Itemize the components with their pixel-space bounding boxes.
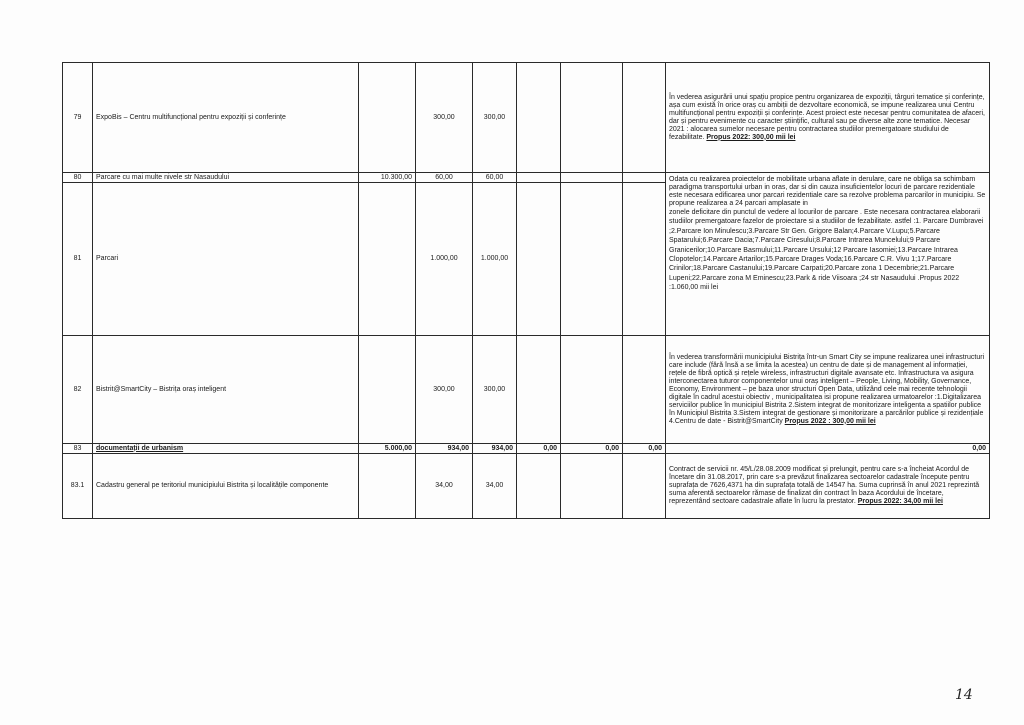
description-value: 0,00 (666, 444, 990, 454)
value-cell: 0,00 (623, 444, 666, 454)
value-cell (623, 183, 666, 336)
project-name: ExpoBis – Centru multifuncțional pentru expoziții și conferințe (93, 63, 359, 173)
value-cell (561, 183, 623, 336)
value-cell (517, 454, 561, 519)
description-text: Odata cu realizarea proiectelor de mobilitate urbana aflate in derulare, care ne obliga sa schimbam paradigma transportului urban in oras, dar si din cauza insuficientelor locuri de parcare rezidentiale este necesara edificarea unor parcari rezidentiale care sa rezolve problema parcarilor in municipiu. Se propune realizarea a 24 parcari amplasate in (669, 176, 986, 207)
value-cell (623, 454, 666, 519)
value-cell: 1.000,00 (473, 183, 517, 336)
value-cell (517, 173, 561, 183)
value-cell: 300,00 (416, 63, 473, 173)
table-row (63, 454, 990, 519)
value-cell: 0,00 (517, 444, 561, 454)
value-cell (561, 336, 623, 444)
description-cell (666, 63, 990, 173)
value-cell: 300,00 (416, 336, 473, 444)
table-row (63, 444, 990, 454)
table-row (63, 173, 990, 183)
proposal-text: Propus 2022: 34,00 mii lei (857, 498, 943, 505)
page-number: 14 (955, 687, 973, 703)
value-cell: 934,00 (416, 444, 473, 454)
value-cell (561, 173, 623, 183)
value-cell (561, 63, 623, 173)
description-cell (666, 454, 990, 519)
value-cell: 934,00 (473, 444, 517, 454)
description-cell (666, 336, 990, 444)
description-text-large: zonele deficitare din punctul de vedere al locurilor de parcare . Este necesara contractarea elaborarii studiilor premergatoare fazelor de proiectare si a studiilor de fezabilitate. astfel :1. Parcare Dumbravei ;2.Parcare Ion Minulescu;3.Parcare Str Gen. Grigore Balan;4.Parcare V.Lupu;5.Parcare Spatarului;6.Parcare Dacia;7.Parcare Ciresului;8.Parcare Intrarea Muncelului;9 Parcare Granicerilor;10.Parcare Basmului;11.Parcare Ursului;12 Parcare Iasomiei;13.Parcare Intrarea Clopotelor;14.Parcare Artarilor;15.Parcare Drages Voda;16.Parcare C.R. Vivu 1;17.Parcare Crinilor;18.Parcare Castanului;19.Parcare Carpati;20.Parcare zona 1 Decembrie;21.Parcare Lupeni;22.Parcare zona M Eminescu;23.Park & ride Viisoara ;24 str Nasaudului .Propus 2022 :1.060,00 mii lei (669, 209, 984, 292)
project-name: documentații de urbanism (93, 444, 359, 454)
value-cell (517, 63, 561, 173)
row-number: 80 (63, 173, 93, 183)
value-cell: 300,00 (473, 336, 517, 444)
description-text: În vederea asigurării unui spațiu propice pentru organizarea de expoziții, târguri tematice și conferințe, așa cum există în orice oraș cu ambiții de dezvoltare economică, se impune realizarea unui Centru multifuncțional pentru expoziții și conferințe. Acest proiect este necesar pentru comunitatea de afaceri, dar și pentru evenimente cu caracter științific, cultural sau pe diverse alte zone tematice. Necesar 2021 : alocarea sumelor necesare pentru contractarea studiilor premergatoare studiului de fezabilitate. (669, 93, 985, 141)
row-number: 83 (63, 444, 93, 454)
value-cell (517, 336, 561, 444)
project-name: Cadastru general pe teritoriul municipiului Bistrita și localitățile componente (93, 454, 359, 519)
value-cell (359, 454, 416, 519)
value-cell (623, 336, 666, 444)
table-row (63, 336, 990, 444)
value-cell (623, 63, 666, 173)
value-cell (623, 173, 666, 183)
value-cell: 34,00 (416, 454, 473, 519)
project-name: Bistrit@SmartCity – Bistrița oraș inteligent (93, 336, 359, 444)
row-number: 83.1 (63, 454, 93, 519)
proposal-text: Propus 2022: 300,00 mii lei (706, 133, 796, 141)
value-cell (359, 183, 416, 336)
project-name: Parcare cu mai multe nivele str Nasaudului (93, 173, 359, 183)
row-number: 79 (63, 63, 93, 173)
value-cell: 60,00 (473, 173, 517, 183)
value-cell: 10.300,00 (359, 173, 416, 183)
row-number: 81 (63, 183, 93, 336)
value-cell: 60,00 (416, 173, 473, 183)
value-cell (517, 183, 561, 336)
description-text: În vederea transformării municipiului Bistrița într-un Smart City se impune realizarea unei infrastructuri care include (fără însă a se limita la acestea) un centru de date și de management al informației, rețele de fibră optică și rețele wireless, infrastructuri digitale avansate etc. Infrastructura va asigura interconectarea tuturor componentelor unui oraș inteligent – People, Living, Mobility, Governance, Economy, Environment – pe baza unor structuri Open Data, utilizând cele mai recente tehnologii digitale în cadrul acestui obiectiv , municipalitatea isi propune realizarea urmatoarelor :1.Digitalizarea serviciilor publice în municipiul Bistrita 2.Sistem integrat de monitorizare inteligenta a spatiilor publice în Municipiul Bistrita 3.Sistem integrat de gestionare și monitorizare a parcărilor publice și rezidențiale 4.Centru de date - Bistrit@SmartCity (669, 353, 985, 425)
value-cell (561, 454, 623, 519)
description-text: Contract de servicii nr. 45/L/28.08.2009 modificat și prelungit, pentru care s-a încheiat Acordul de încetare din 31.08.2017, prin care s-a prevăzut finalizarea sectoarelor cadastrale începute pentru suprafața de 7626,4371 ha din suprafața totală de 14547 ha. Suma cuprinsă în anul 2021 reprezintă suma aferentă sectoarelor rămase de finalizat din contract în baza Acordului de încetare, reprezentând sectoare cadastrale aflate în lucru la prestator. (669, 466, 980, 505)
proposal-text: Propus 2022 : 300,00 mii lei (784, 417, 876, 425)
project-name: Parcari (93, 183, 359, 336)
value-cell (359, 63, 416, 173)
row-number: 82 (63, 336, 93, 444)
table-row (63, 63, 990, 173)
budget-table (62, 62, 990, 519)
value-cell: 5.000,00 (359, 444, 416, 454)
value-cell: 34,00 (473, 454, 517, 519)
value-cell: 1.000,00 (416, 183, 473, 336)
value-cell: 300,00 (473, 63, 517, 173)
value-cell: 0,00 (561, 444, 623, 454)
description-cell (666, 173, 990, 336)
value-cell (359, 336, 416, 444)
